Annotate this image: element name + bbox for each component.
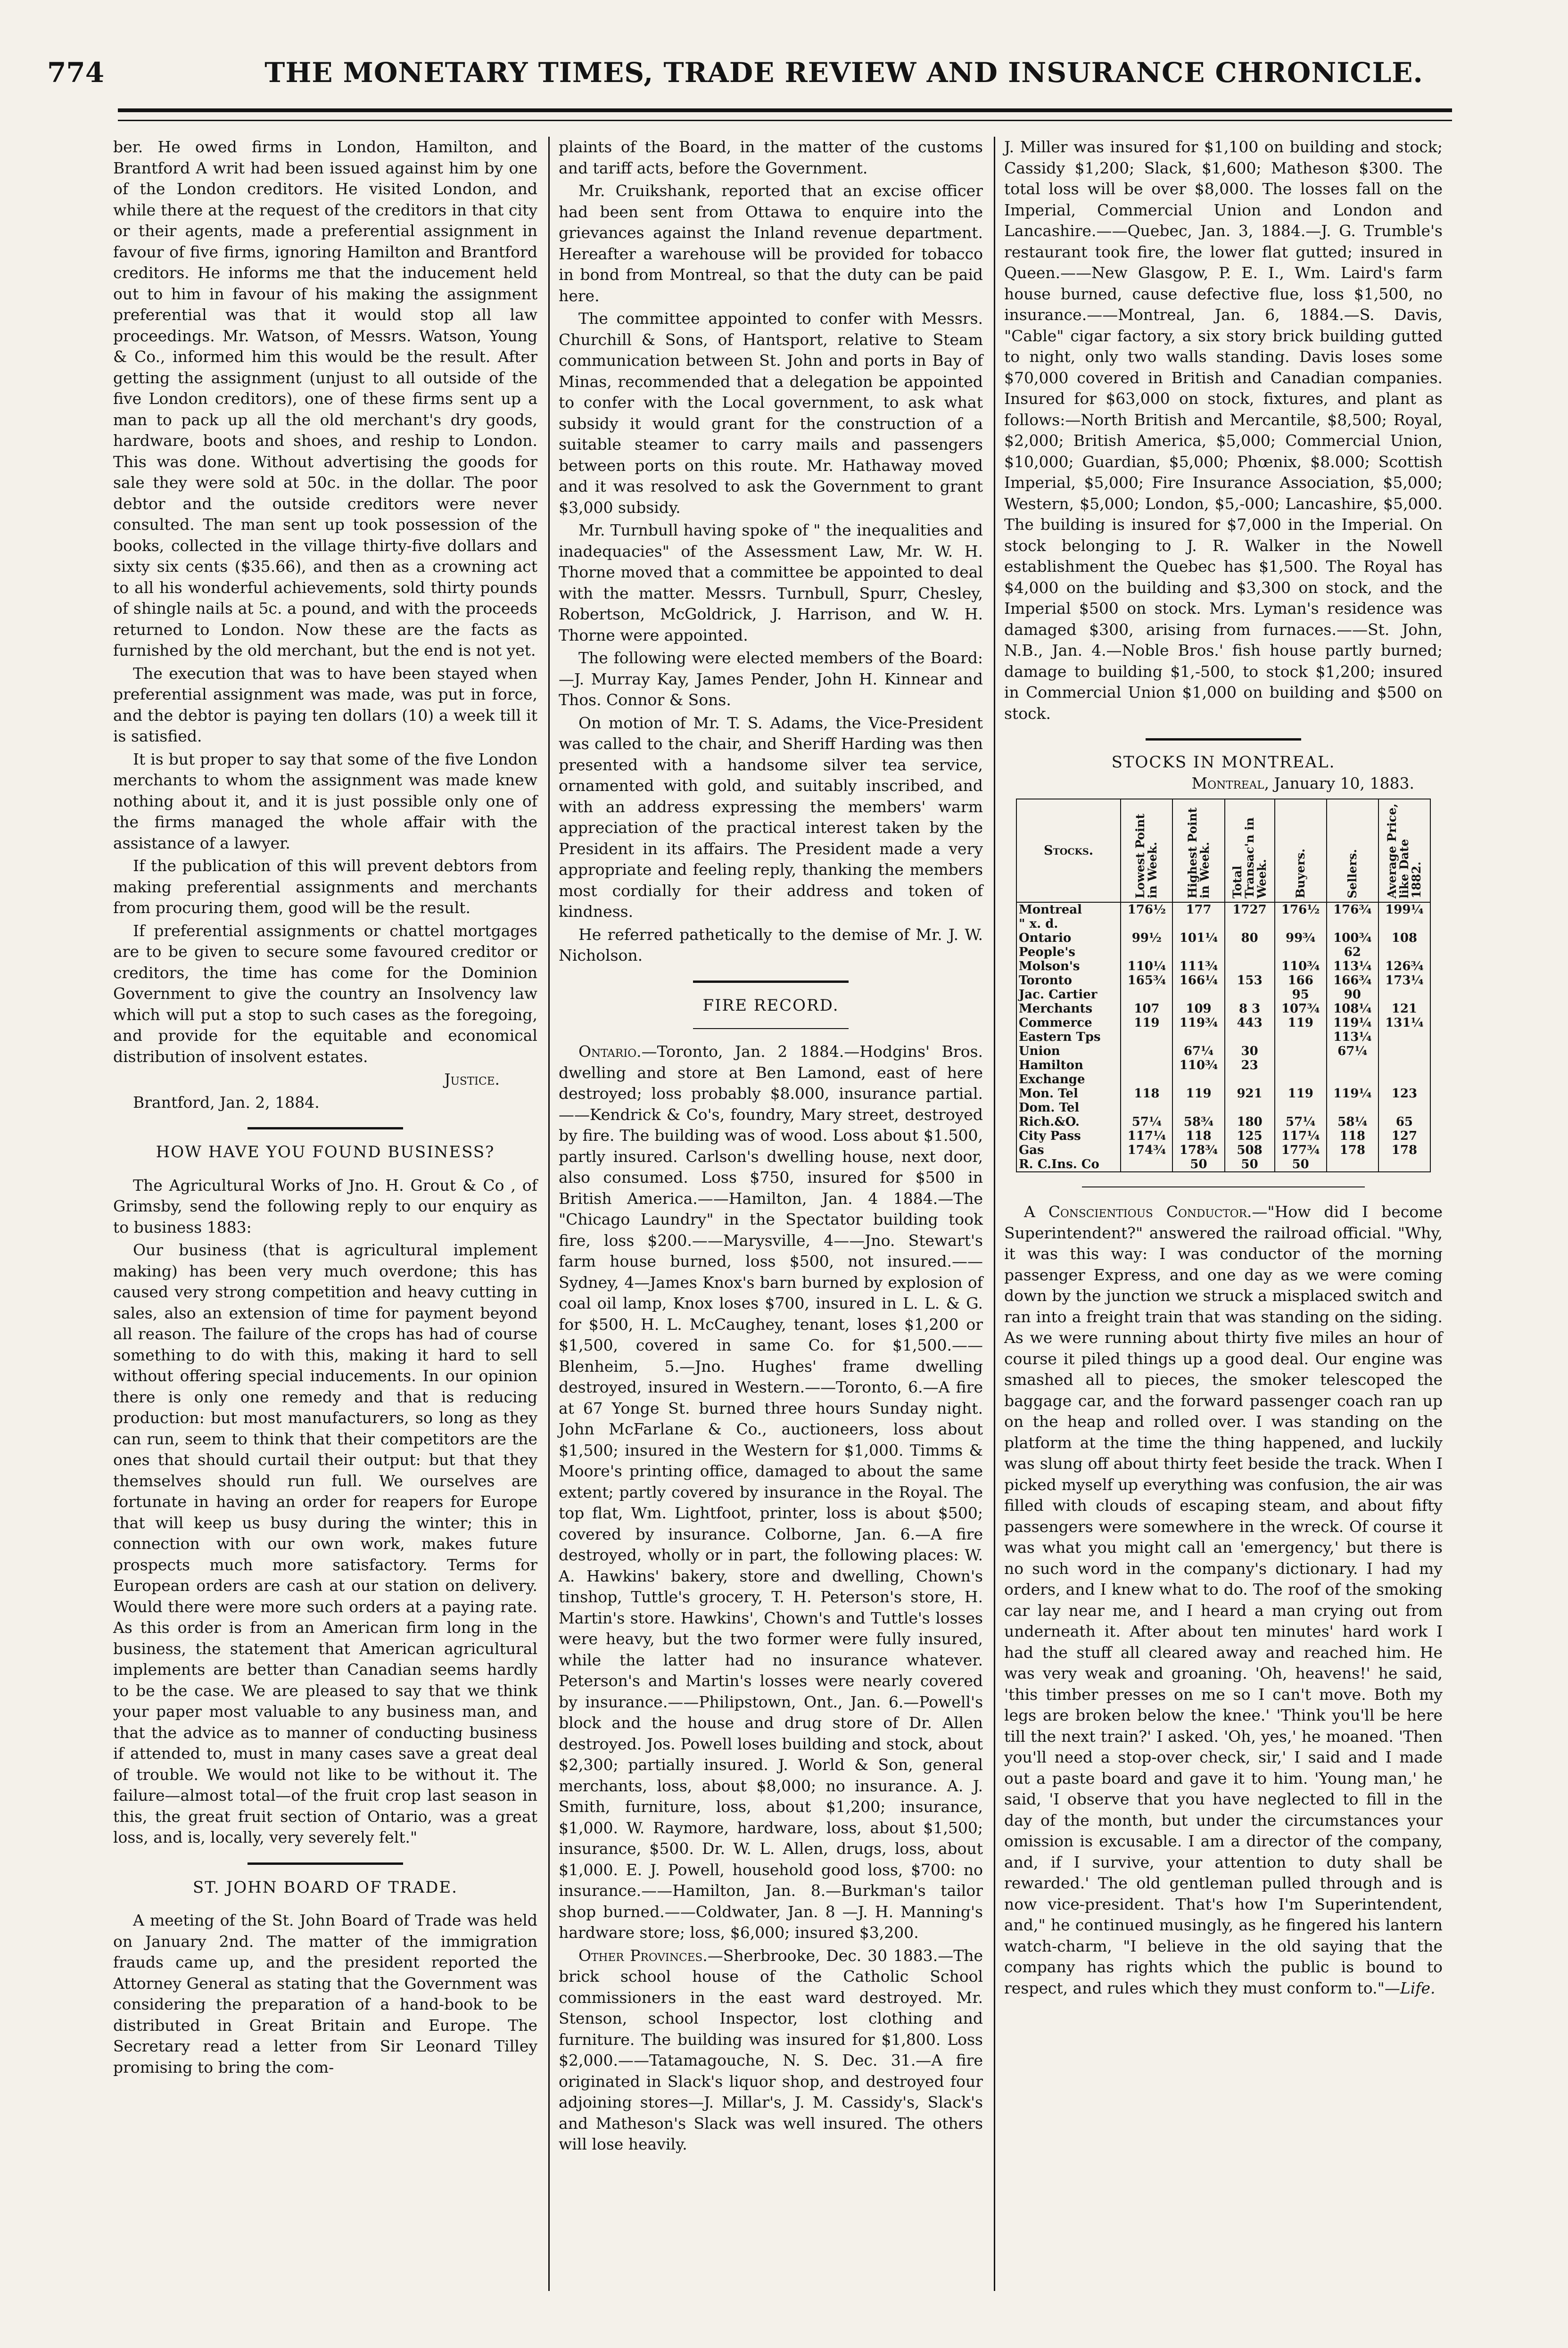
- stock-name-cell: Eastern Tps: [1016, 1030, 1121, 1044]
- stock-value-cell: 178¾: [1172, 1143, 1224, 1157]
- col2-paragraph: The committee appointed to confer with Messrs. Churchill & Sons, of Hantsport, relative to Steam communication between St. John and ports in Bay of Minas, recommended that a delegation be appointed to confer with the Local government, to ask what subsidy it would grant for the construction of a suitable steamer to carry mails and passengers between ports on this route. Mr. Hathaway moved and it was resolved to ask the Government to grant $3,000 subsidy.: [559, 309, 983, 517]
- lead-in: A Conscientious Conductor.: [1024, 1203, 1252, 1221]
- stock-value-cell: 99¾: [1275, 931, 1327, 945]
- column-2: [559, 137, 983, 2157]
- section-heading: HOW HAVE YOU FOUND BUSINESS?: [156, 1143, 495, 1162]
- stock-value-cell: [1172, 1072, 1224, 1087]
- stock-value-cell: [1378, 1157, 1430, 1172]
- stock-value-cell: [1327, 1072, 1378, 1087]
- col1-paragraph: A meeting of the St. John Board of Trade was held on January 2nd. The matter of the immigration frauds came up, and the president reported the Attorney General as stating that the Government was considering the preparation of a hand-book to be distributed in Great Britain and Europe. The Secretary read a letter from Sir Leonard Tilley promising to bring the com-: [113, 1911, 537, 2076]
- stocks-column-header: [1327, 799, 1378, 902]
- stock-value-cell: 67¼: [1327, 1044, 1378, 1058]
- stocks-row: [1016, 1129, 1430, 1143]
- stock-value-cell: [1121, 1030, 1172, 1044]
- stock-value-cell: [1172, 917, 1224, 931]
- stock-value-cell: 166¼: [1172, 973, 1224, 988]
- stock-value-cell: 80: [1225, 931, 1275, 945]
- stock-value-cell: [1121, 1157, 1172, 1172]
- col3-paragraph: [1004, 1202, 1443, 1999]
- stocks-column-header-label: Buyers.: [1293, 849, 1307, 898]
- stock-name-cell: Exchange: [1016, 1072, 1121, 1087]
- stock-value-cell: [1172, 1101, 1224, 1115]
- stock-name-cell: Union: [1016, 1044, 1121, 1058]
- stock-value-cell: 57¼: [1275, 1115, 1327, 1129]
- stock-value-cell: 95: [1275, 988, 1327, 1002]
- stock-value-cell: 921: [1225, 1087, 1275, 1101]
- col2-paragraph: Mr. Cruikshank, reported that an excise officer had been sent from Ottawa to enquire into the grievances against the Inland revenue department. Hereafter a warehouse will be provided for tobacco in bond from Montreal, so that the duty can be paid here.: [559, 181, 983, 305]
- stocks-row: [1016, 945, 1430, 959]
- stock-value-cell: 178: [1378, 1143, 1430, 1157]
- stock-name-cell: City Pass: [1016, 1129, 1121, 1143]
- stock-value-cell: 119¼: [1327, 1016, 1378, 1030]
- col3-paragraph: J. Miller was insured for $1,100 on building and stock; Cassidy $1,200; Slack, $1,600; Matheson $300. The total loss will be over $8,000. The losses fall on the Imperial, Commercial Union and London and Lancashire.——Quebec, Jan. 3, 1884.—J. G. Trumble's restaurant took fire, the lower flat gutted; insured in Queen.——New Glasgow, P. E. I., Wm. Laird's farm house burned, cause defective flue, loss $1,500, no insurance.——Montreal, Jan. 6, 1884.—S. Davis, "Cable" cigar factory, a six story brick building gutted to night, only two walls standing. Davis loses some $70,000 covered in British and Canadian companies. Insured for $63,000 on stock, fixtures, and plant as follows:—North British and Mercantile, $8,500; Royal, $2,000; British America, $5,000; Commercial Union, $10,000; Guardian, $5,000; Phœnix, $8.000; Scottish Imperial, $5,000; Fire Insurance Association, $5,000; Western, $5,000; London, $5,-000; Lancashire, $5,000. The building is insured for $7,000 in the Imperial. On stock belonging to J. R. Walker in the Nowell establishment the Quebec has $1,500. The Royal has $4,000 on the building and $3,300 on stock, and the Imperial $500 on stock. Mrs. Lyman's residence was damaged $300, arising from furnaces.——St. John, N.B., Jan. 4.—Noble Bros.' fish house partly burned; damage to building $1,-500, to stock $1,200; insured in Commercial Union $1,000 on building and $500 on stock.: [1004, 138, 1443, 723]
- stocks-row: [1016, 1072, 1430, 1087]
- stock-value-cell: 177: [1172, 902, 1224, 917]
- col1-paragraph: If the publication of this will prevent debtors from making preferential assignments and merchants from procuring them, good will be the result.: [113, 857, 537, 917]
- lead-in: Ontario.: [578, 1042, 642, 1061]
- stocks-column-header-label: Sellers.: [1345, 849, 1359, 898]
- section-rule: [248, 1862, 403, 1865]
- stock-value-cell: [1378, 1058, 1430, 1072]
- col2-paragraph: [559, 1041, 983, 1944]
- stock-value-cell: 118: [1121, 1087, 1172, 1101]
- stock-value-cell: 166¾: [1327, 973, 1378, 988]
- stock-value-cell: 50: [1172, 1157, 1224, 1172]
- stock-value-cell: [1225, 1030, 1275, 1044]
- stock-value-cell: 119¾: [1172, 1016, 1224, 1030]
- stock-value-cell: 62: [1327, 945, 1378, 959]
- stock-name-cell: R. C.Ins. Co: [1016, 1157, 1121, 1172]
- stocks-row: [1016, 988, 1430, 1002]
- section-rule: [693, 980, 849, 983]
- stocks-column-header: [1121, 799, 1172, 902]
- stock-value-cell: [1225, 959, 1275, 973]
- stock-value-cell: 30: [1225, 1044, 1275, 1058]
- col1-paragraph: Our business (that is agricultural implement making) has been very much overdone; this has caused very strong competition and heavy cutting in sales, also an extension of time for payment beyond all reason. The failure of the crops has had of course something to do with this, making it hard to sell without offering special inducements. In our opinion there is only one remedy and that is reducing production: but most manufacturers, so long as they can run, seem to think that their competitors are the ones that should curtail their output: but that they themselves should run full. We ourselves are fortunate in having an order for reapers for Europe that will keep us busy during the winter; this in connection with our own work, makes future prospects much more satisfactory. Terms for European orders are cash at our station on delivery. Would there were more such orders at a paying rate. As this order is from an American firm long in the business, the statement that American agricultural implements are better than Canadian seems hardly to be the case. We are pleased to say that we think your paper most valuable to any business man, and that the advice as to manner of conducting business if attended to, must in many cases save a great deal of trouble. We would not like to be without it. The failure—almost total—of the fruit crop last season in this, the great fruit section of Ontario, was a great loss, and is, locally, very severely felt.": [113, 1241, 537, 1846]
- signature: Justice.: [444, 1070, 500, 1088]
- stock-value-cell: 108¼: [1327, 1002, 1378, 1016]
- stock-value-cell: 121: [1378, 1002, 1430, 1016]
- stock-value-cell: 127: [1378, 1129, 1430, 1143]
- stock-value-cell: 50: [1225, 1157, 1275, 1172]
- stock-value-cell: [1327, 1058, 1378, 1072]
- col1-paragraph: ber. He owed firms in London, Hamilton, and Brantford A writ had been issued against him by one of the London creditors. He visited London, and while there at the request of the creditors in that city or their agents, made a preferential assignment in favour of five firms, ignoring Hamilton and Brantford creditors. He informs me that the inducement held out to him in favour of his making the assignment preferential was that it would stop all law proceedings. Mr. Watson, of Messrs. Watson, Young & Co., informed him this would be the result. After getting the assignment (unjust to all outside of the five London creditors), one of these firms sent up a man to pack up all the old merchant's dry goods, hardware, boots and shoes, and reship to London. This was done. Without advertising the goods for sale they were sold at 50c. in the dollar. The poor debtor and the outside creditors were never consulted. The man sent up took possession of the books, collected in the village thirty-five dollars and sixty six cents ($35.66), and then as a crowning act to all his wonderful achievements, sold thirty pounds of shingle nails at 5c. a pound, and with the proceeds returned to London. Now these are the facts as furnished by the old merchant, but the end is not yet.: [113, 138, 537, 659]
- stock-value-cell: [1327, 1101, 1378, 1115]
- stock-name-cell: Dom. Tel: [1016, 1101, 1121, 1115]
- stock-value-cell: 110¾: [1275, 959, 1327, 973]
- stock-value-cell: 1727: [1225, 902, 1275, 917]
- stock-value-cell: 174¾: [1121, 1143, 1172, 1157]
- stock-value-cell: 57¼: [1121, 1115, 1172, 1129]
- stock-value-cell: [1378, 1101, 1430, 1115]
- page-number: 774: [47, 57, 105, 89]
- stocks-column-header: [1172, 799, 1224, 902]
- section-heading: ST. JOHN BOARD OF TRADE.: [192, 1878, 458, 1897]
- stock-value-cell: [1378, 945, 1430, 959]
- column-rule-2: [994, 137, 995, 2291]
- stock-value-cell: 113¼: [1327, 1030, 1378, 1044]
- stocks-column-header-label: Total Transac'n in Week.: [1230, 817, 1269, 898]
- stock-value-cell: [1275, 1101, 1327, 1115]
- stocks-column-header: [1378, 799, 1430, 902]
- stock-value-cell: 176½: [1121, 902, 1172, 917]
- section-heading: FIRE RECORD.: [702, 996, 839, 1015]
- stocks-column-header-label: Lowest Point in Week.: [1133, 813, 1160, 898]
- stock-value-cell: [1275, 1058, 1327, 1072]
- stocks-row: [1016, 1101, 1430, 1115]
- stock-value-cell: [1275, 945, 1327, 959]
- stock-value-cell: 199¼: [1378, 902, 1430, 917]
- stocks-row: [1016, 1143, 1430, 1157]
- stock-value-cell: 50: [1275, 1157, 1327, 1172]
- stock-value-cell: 119¼: [1327, 1087, 1378, 1101]
- stock-value-cell: 117¼: [1121, 1129, 1172, 1143]
- stocks-date: [1004, 773, 1414, 794]
- stock-value-cell: 58¾: [1172, 1115, 1224, 1129]
- stock-value-cell: 119: [1172, 1087, 1224, 1101]
- stock-value-cell: [1275, 1030, 1327, 1044]
- stock-value-cell: 109: [1172, 1002, 1224, 1016]
- stock-value-cell: [1225, 945, 1275, 959]
- stock-value-cell: 110¾: [1172, 1058, 1224, 1072]
- stock-value-cell: [1225, 1072, 1275, 1087]
- stock-value-cell: 101¼: [1172, 931, 1224, 945]
- section-rule: [1082, 1186, 1365, 1187]
- stock-value-cell: 8 3: [1225, 1002, 1275, 1016]
- body-text: —Sherbrooke, Dec. 30 1883.—The brick school house of the Catholic School commissioners in the east ward destroyed. Mr. Stenson, school Inspector, lost clothing and furniture. The building was insured for $1,800. Loss $2,000.——Tatamagouche, N. S. Dec. 31.—A fire originated in Slack's liquor shop, and destroyed four adjoining stores—J. Millar's, J. M. Cassidy's, Slack's and Matheson's Slack was well insured. The others will lose heavily.: [559, 1946, 983, 2153]
- stock-value-cell: 117¼: [1275, 1129, 1327, 1143]
- column-3: [1004, 137, 1443, 2001]
- stock-value-cell: 119: [1121, 1016, 1172, 1030]
- stock-name-cell: People's: [1016, 945, 1121, 959]
- stock-name-cell: Jac. Cartier: [1016, 988, 1121, 1002]
- stocks-body: [1016, 902, 1430, 1172]
- masthead: THE MONETARY TIMES, TRADE REVIEW AND INSURANCE CHRONICLE.: [264, 57, 1423, 89]
- stock-value-cell: [1172, 1030, 1224, 1044]
- stock-value-cell: [1275, 1044, 1327, 1058]
- col2-paragraph: Mr. Turnbull having spoke of " the inequalities and inadequacies" of the Assessment Law, Mr. W. H. Thorne moved that a committee be appointed to deal with the matter. Messrs. Turnbull, Spurr, Chesley, Robertson, McGoldrick, J. Harrison, and W. H. Thorne were appointed.: [559, 521, 983, 644]
- stock-value-cell: 58¼: [1327, 1115, 1378, 1129]
- stock-name-cell: Merchants: [1016, 1002, 1121, 1016]
- stock-name-cell: Molson's: [1016, 959, 1121, 973]
- stocks-date-place: Montreal,: [1191, 774, 1270, 792]
- stock-name-cell: Hamilton: [1016, 1058, 1121, 1072]
- stock-value-cell: 108: [1378, 931, 1430, 945]
- col2-paragraph: The following were elected members of the Board:—J. Murray Kay, James Pender, John H. Kinnear and Thos. Connor & Sons.: [559, 649, 983, 709]
- stocks-row: [1016, 1087, 1430, 1101]
- stock-value-cell: [1121, 988, 1172, 1002]
- stock-value-cell: [1225, 988, 1275, 1002]
- column-1: [113, 137, 537, 2080]
- stock-value-cell: [1121, 1044, 1172, 1058]
- col2-paragraph: [559, 1945, 983, 2155]
- stock-value-cell: 180: [1225, 1115, 1275, 1129]
- col1-paragraph: It is but proper to say that some of the five London merchants to whom the assignment was made knew nothing about it, and it is just possible only one of the firms managed the whole affair with the assistance of a lawyer.: [113, 750, 537, 852]
- stock-value-cell: 153: [1225, 973, 1275, 988]
- stocks-row: [1016, 1115, 1430, 1129]
- stock-value-cell: [1172, 988, 1224, 1002]
- stock-value-cell: [1378, 917, 1430, 931]
- stocks-row: [1016, 902, 1430, 917]
- stock-name-cell: Ontario: [1016, 931, 1121, 945]
- col1-paragraph: If preferential assignments or chattel mortgages are to be given to secure some favoured creditor or creditors, the time has come for the Dominion Government to give the country an Insolvency law which will put a stop to such cases as the foregoing, and provide for the equitable and economical distribution of insolvent estates.: [113, 921, 537, 1066]
- stock-value-cell: 107: [1121, 1002, 1172, 1016]
- stock-value-cell: [1275, 917, 1327, 931]
- stock-value-cell: 113¼: [1327, 959, 1378, 973]
- stock-value-cell: 23: [1225, 1058, 1275, 1072]
- stock-value-cell: [1225, 917, 1275, 931]
- stock-name-cell: Rich.&O.: [1016, 1115, 1121, 1129]
- stock-value-cell: [1378, 1072, 1430, 1087]
- col1-paragraph: The Agricultural Works of Jno. H. Grout & Co , of Grimsby, send the following reply to our enquiry as to business 1883:: [113, 1176, 537, 1236]
- stock-value-cell: [1172, 945, 1224, 959]
- body-text: —"How did I become Superintendent?" answered the railroad official. "Why, it was this way: I was conductor of the morning passenger Express, and one day as we were coming down by the junction we struck a misplaced switch and ran into a freight train that was standing on the siding. As we were running about thirty five miles an hour of course it piled things up a good deal. Our engine was smashed all to pieces, the smoker telescoped the baggage car, and the forward passenger coach ran up on the heap and rolled over. I was standing on the platform at the time the thing happened, and luckily was slung off about thirty feet beside the track. When I picked myself up everything was confusion, the air was filled with clouds of escaping steam, and about fifty passengers were somewhere in the wreck. Of course it was what you might call an 'emergency,' but there is no such word in the company's dictionary. I had my orders, and I knew what to do. The roof of the smoking car lay near me, and I heard a man crying out from underneath it. After about ten minutes' hard work I had the stuff all cleared away and reached him. He was very weak and groaning. 'Oh, heavens!' he said, 'this timber presses on me so I can't move. Both my legs are broken below the knee.' 'Think you'll be here till the next train?' I asked. 'Oh, yes,' he moaned. 'Then you'll need a stop-over check, sir,' I said and I made out a paste board and gave it to him. 'Young man,' he said, 'I observe that you have neglected to fill in the day of the month, but under the circumstances your omission is excusable. I am a director of the company, and, if I survive, your attention to duty shall be rewarded.' The old gentleman pulled through and is now vice-president. That's how I'm Superintendent, and," he continued musingly, as he fingered his lantern watch-charm, "I believe in the old saying that the company has rights which the public is bound to respect, and rules which they must conform to."—: [1004, 1203, 1443, 1997]
- stock-value-cell: [1121, 945, 1172, 959]
- stock-value-cell: 126¾: [1378, 959, 1430, 973]
- stock-value-cell: [1378, 1044, 1430, 1058]
- stock-value-cell: 100¾: [1327, 931, 1378, 945]
- stock-value-cell: [1121, 917, 1172, 931]
- stock-value-cell: 166: [1275, 973, 1327, 988]
- stocks-title: STOCKS IN MONTREAL.: [1111, 753, 1336, 772]
- col1-paragraph: The execution that was to have been stayed when preferential assignment was made, was put in force, and the debtor is paying ten dollars (10) a week till it is satisfied.: [113, 664, 537, 745]
- stock-value-cell: 119: [1275, 1016, 1327, 1030]
- stock-value-cell: 107¾: [1275, 1002, 1327, 1016]
- stocks-row: [1016, 959, 1430, 973]
- stock-name-cell: " x. d.: [1016, 917, 1121, 931]
- stock-value-cell: 99½: [1121, 931, 1172, 945]
- stock-value-cell: [1225, 1101, 1275, 1115]
- stocks-row: [1016, 917, 1430, 931]
- stock-name-cell: Commerce: [1016, 1016, 1121, 1030]
- stocks-row: [1016, 1058, 1430, 1072]
- stocks-row: [1016, 1030, 1430, 1044]
- stock-value-cell: 176¾: [1327, 902, 1378, 917]
- stock-value-cell: 165¾: [1121, 973, 1172, 988]
- stocks-row: [1016, 1157, 1430, 1172]
- stock-value-cell: 119: [1275, 1087, 1327, 1101]
- body-text: —Toronto, Jan. 2 1884.—Hodgins' Bros. dwelling and store at Ben Lamond, east of here destroyed; loss probably $8.000, insurance partial.——Kendrick & Co's, foundry, Mary street, destroyed by fire. The building was of wood. Loss about $1.500, partly insured. Carlson's dwelling house, next door, also consumed. Loss $750, insured for $500 in British America.——Hamilton, Jan. 4 1884.—The "Chicago Laundry" in the Spectator building took fire, loss $200.——Marysville, 4——Jno. Stewart's farm house burned, loss $500, not insured.——Sydney, 4—James Knox's barn burned by explosion of coal oil lamp, Knox loses $700, insured in L. L. & G. for $500, H. L. McCaughey, tenant, loses $1,200 or $1,500, covered in same Co. for $1,500.——Blenheim, 5.—Jno. Hughes' frame dwelling destroyed, insured in Western.——Toronto, 6.—A fire at 67 Yonge St. burned three hours Sunday night. John McFarlane & Co., auctioneers, loss about $1,500; insured in the Western for $1,000. Timms & Moore's printing office, damaged to about the same extent; partly covered by insurance in the Royal. The top flat, Wm. Lightfoot, printer, loss is about $500; covered by insurance. Colborne, Jan. 6.—A fire destroyed, wholly or in part, the following places: W. A. Hawkins' bakery, store and dwelling, Chown's tinshop, Tuttle's grocery, T. H. Peterson's store, H. Martin's store. Hawkins', Chown's and Tuttle's losses were heavy, but the two former were fully insured, while the latter had no insurance whatever. Peterson's and Martin's losses were nearly covered by insurance.——Philipstown, Ont., Jan. 6.—Powell's block and the house and drug store of Dr. Allen destroyed. Jos. Powell loses building and stock, about $2,300; partially insured. J. World & Son, general merchants, loss, about $8,000; no insurance. A. J. Smith, furniture, loss, about $1,200; insurance, $1,000. W. Raymore, hardware, loss, about $1,500; insurance, $500. Dr. W. L. Allen, drugs, loss, about $1,000. E. J. Powell, household good loss, $700: no insurance.——Hamilton, Jan. 8.—Burkman's tailor shop burned.——Coldwater, Jan. 8 —J. H. Manning's hardware store; loss, $6,000; insured $3,200.: [559, 1042, 983, 1942]
- stock-value-cell: 111¾: [1172, 959, 1224, 973]
- stock-value-cell: 173¼: [1378, 973, 1430, 988]
- stock-value-cell: [1327, 1157, 1378, 1172]
- section-rule: [1146, 738, 1301, 741]
- stocks-row: [1016, 1044, 1430, 1058]
- stocks-column-header: [1275, 799, 1327, 902]
- col2-paragraph: On motion of Mr. T. S. Adams, the Vice-President was called to the chair, and Sheriff Harding was then presented with a handsome silver tea service, ornamented with gold, and suitably inscribed, and with an address expressing the members' warm appreciation of the practical interest taken by the President in its affairs. The President made a very appropriate and feeling reply, thanking the members most cordially for their address and token of kindness.: [559, 713, 983, 921]
- stock-value-cell: [1121, 1101, 1172, 1115]
- column-rule-1: [548, 137, 550, 2291]
- stocks-row: [1016, 931, 1430, 945]
- stock-value-cell: [1121, 1072, 1172, 1087]
- stocks-header-row: [1016, 799, 1430, 902]
- stock-value-cell: 178: [1327, 1143, 1378, 1157]
- stock-name-cell: Gas: [1016, 1143, 1121, 1157]
- stock-value-cell: 443: [1225, 1016, 1275, 1030]
- stocks-row: [1016, 973, 1430, 988]
- stock-value-cell: 118: [1327, 1129, 1378, 1143]
- stock-value-cell: 125: [1225, 1129, 1275, 1143]
- stock-value-cell: [1327, 917, 1378, 931]
- stock-value-cell: 67¼: [1172, 1044, 1224, 1058]
- header-rule-thick: [118, 108, 1452, 112]
- stock-name-cell: Toronto: [1016, 973, 1121, 988]
- stock-value-cell: 65: [1378, 1115, 1430, 1129]
- stock-value-cell: 508: [1225, 1143, 1275, 1157]
- stocks-column-header-label: Highest Point in Week.: [1185, 807, 1212, 898]
- stock-value-cell: 131¼: [1378, 1016, 1430, 1030]
- stocks-column-header-label: Average Price, like Date 1882.: [1385, 803, 1423, 898]
- col2-paragraph: He referred pathetically to the demise of Mr. J. W. Nicholson.: [559, 925, 983, 964]
- stock-value-cell: 110¼: [1121, 959, 1172, 973]
- stocks-row: [1016, 1016, 1430, 1030]
- stock-value-cell: 118: [1172, 1129, 1224, 1143]
- section-rule: [693, 1028, 849, 1029]
- stock-value-cell: [1275, 1072, 1327, 1087]
- source-credit: Life.: [1400, 1978, 1436, 1997]
- stock-value-cell: [1378, 988, 1430, 1002]
- stock-value-cell: 123: [1378, 1087, 1430, 1101]
- col2-paragraph: plaints of the Board, in the matter of the customs and tariff acts, before the Government.: [559, 138, 983, 177]
- stock-value-cell: 176½: [1275, 902, 1327, 917]
- stock-name-cell: Mon. Tel: [1016, 1087, 1121, 1101]
- stocks-table: [1016, 799, 1431, 1172]
- stock-value-cell: [1121, 1058, 1172, 1072]
- stock-name-cell: Montreal: [1016, 902, 1121, 917]
- dateline: Brantford, Jan. 2, 1884.: [133, 1093, 320, 1112]
- stock-value-cell: 177¾: [1275, 1143, 1327, 1157]
- stocks-date-text: January 10, 1883.: [1269, 774, 1414, 792]
- section-rule: [248, 1127, 403, 1129]
- stocks-column-header: [1225, 799, 1275, 902]
- header-rule-thin: [118, 120, 1452, 121]
- stocks-row: [1016, 1002, 1430, 1016]
- stock-value-cell: 90: [1327, 988, 1378, 1002]
- lead-in: Other Provinces.: [578, 1946, 708, 1965]
- stock-value-cell: [1378, 1030, 1430, 1044]
- stocks-column-header: Stocks.: [1016, 799, 1121, 902]
